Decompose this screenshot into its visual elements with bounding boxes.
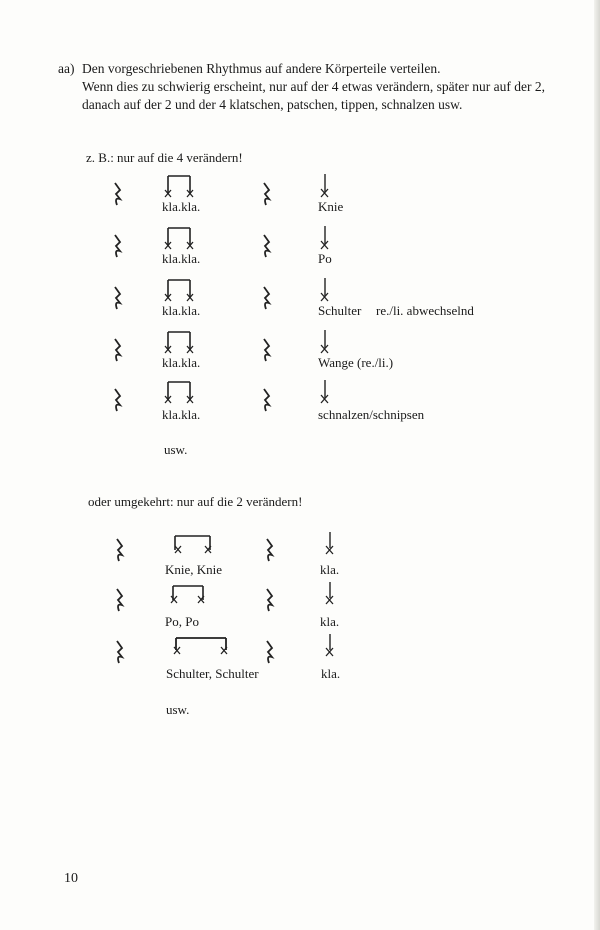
quarter-rest-icon <box>111 182 123 206</box>
single-note: re./li. abwechselnd <box>376 303 474 318</box>
eighth-pair-x-icon <box>160 222 200 254</box>
eighth-pair-x-icon <box>168 630 236 660</box>
single-label: kla. <box>321 666 341 681</box>
pair-label: Po, Po <box>165 614 199 629</box>
quarter-x-icon <box>320 530 340 560</box>
eighth-pair-x-icon <box>160 274 200 306</box>
pair-label: Knie, Knie <box>165 562 223 577</box>
eighth-pair-x-icon <box>160 326 200 358</box>
single-label: kla. <box>320 614 340 629</box>
quarter-x-icon <box>315 376 335 408</box>
single-label: Schulter <box>318 303 362 318</box>
page-edge-shadow <box>594 0 600 930</box>
quarter-rest-icon <box>260 388 272 412</box>
quarter-rest-icon <box>113 588 125 612</box>
section2-heading: oder umgekehrt: nur auf die 2 verändern! <box>88 494 303 509</box>
section2-etc: usw. <box>166 702 190 717</box>
page-number: 10 <box>64 871 78 886</box>
quarter-rest-icon <box>111 388 123 412</box>
single-label: Knie <box>318 199 344 214</box>
intro-line-2: Wenn dies zu schwierig erscheint, nur auf der 4 etwas verändern, später nur auf der 2, <box>82 79 545 94</box>
pair-label: kla.kla. <box>162 303 201 318</box>
pair-label: kla.kla. <box>162 199 201 214</box>
quarter-rest-icon <box>263 538 275 562</box>
section1-etc: usw. <box>164 442 188 457</box>
quarter-x-icon <box>315 222 335 254</box>
pair-label: Schulter, Schulter <box>166 666 259 681</box>
pair-label: kla.kla. <box>162 251 201 266</box>
eighth-pair-x-icon <box>170 530 216 560</box>
quarter-rest-icon <box>111 286 123 310</box>
quarter-x-icon <box>320 632 340 662</box>
pair-label: kla.kla. <box>162 355 201 370</box>
quarter-x-icon <box>315 170 335 202</box>
single-label: Po <box>318 251 332 266</box>
quarter-x-icon <box>315 274 335 306</box>
quarter-rest-icon <box>260 286 272 310</box>
quarter-rest-icon <box>260 182 272 206</box>
quarter-rest-icon <box>263 640 275 664</box>
quarter-x-icon <box>320 580 340 610</box>
quarter-rest-icon <box>111 338 123 362</box>
quarter-rest-icon <box>113 640 125 664</box>
intro-line-1: Den vorgeschriebenen Rhythmus auf andere Körperteile verteilen. <box>82 61 441 76</box>
quarter-rest-icon <box>111 234 123 258</box>
eighth-pair-x-icon <box>160 170 200 202</box>
quarter-x-icon <box>315 326 335 358</box>
single-label: schnalzen/schnipsen <box>318 407 425 422</box>
section1-heading: z. B.: nur auf die 4 verändern! <box>86 150 243 165</box>
quarter-rest-icon <box>263 588 275 612</box>
quarter-rest-icon <box>260 338 272 362</box>
eighth-pair-x-icon <box>165 580 211 610</box>
quarter-rest-icon <box>113 538 125 562</box>
intro-line-3: danach auf der 2 und der 4 klatschen, patschen, tippen, schnalzen usw. <box>82 97 463 112</box>
quarter-rest-icon <box>260 234 272 258</box>
eighth-pair-x-icon <box>160 376 200 408</box>
single-label: Wange (re./li.) <box>318 355 394 370</box>
task-marker: aa) <box>58 61 75 76</box>
single-label: kla. <box>320 562 340 577</box>
pair-label: kla.kla. <box>162 407 201 422</box>
